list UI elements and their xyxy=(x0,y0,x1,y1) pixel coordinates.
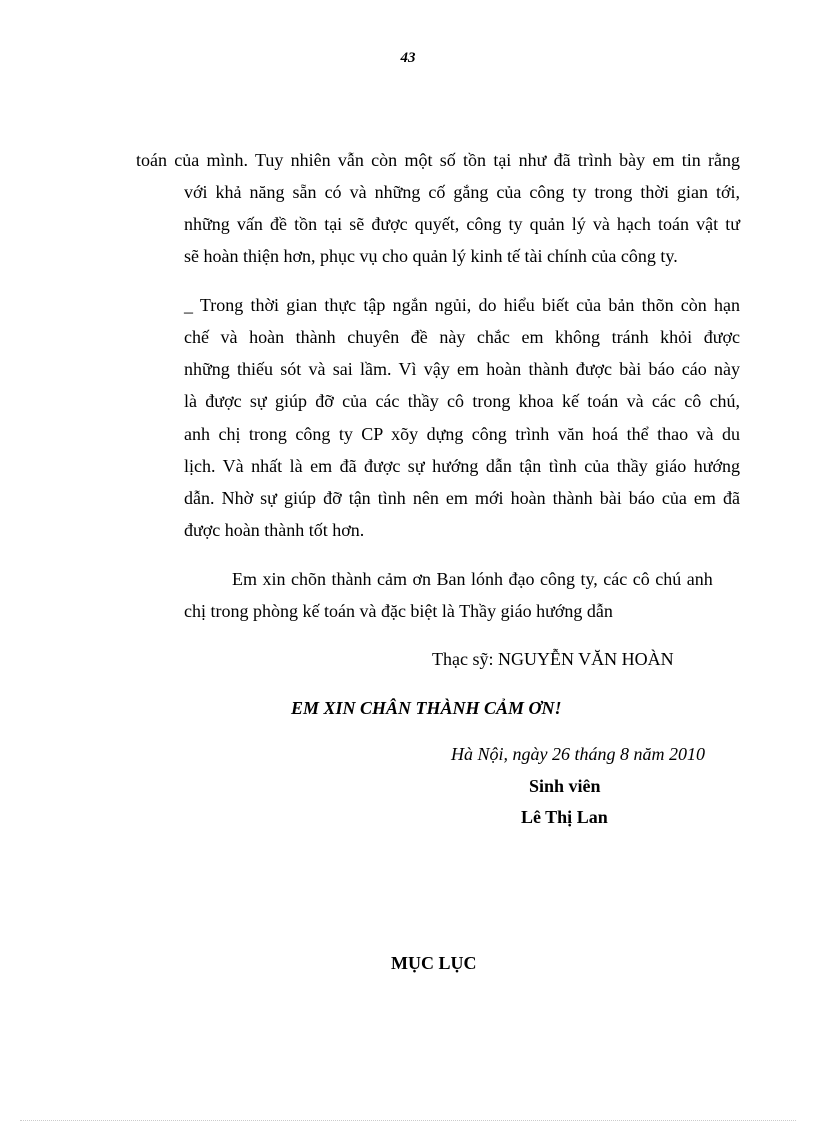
text-line: với khả năng sẵn có và những cố gắng của công ty trong thời gian tới, xyxy=(184,182,740,202)
page-number: 43 xyxy=(400,50,416,66)
text-line: những thiếu sót và sai lầm. Vì vậy em hoàn thành được bài báo cáo này xyxy=(184,359,740,379)
text-line: _ Trong thời gian thực tập ngắn ngủi, do hiểu biết của bản thõn còn hạn xyxy=(184,295,740,315)
text-line: lịch. Và nhất là em đã được sự hướng dẫn tận tình của thầy giáo hướng xyxy=(184,456,740,476)
thanks-heading: EM XIN CHÂN THÀNH CẢM ƠN! xyxy=(291,698,562,718)
text-line: Em xin chõn thành cảm ơn Ban lónh đạo công ty, các cô chú anh xyxy=(232,569,713,589)
bottom-divider xyxy=(20,1120,796,1121)
text-line: toán của mình. Tuy nhiên vẫn còn một số tồn tại như đã trình bày em tin rằng xyxy=(136,150,740,170)
text-line: sẽ hoàn thiện hơn, phục vụ cho quản lý kinh tế tài chính của công ty. xyxy=(184,246,678,266)
text-line: chị trong phòng kế toán và đặc biệt là Thầy giáo hướng dẫn xyxy=(184,601,613,621)
advisor-name: Thạc sỹ: NGUYỄN VĂN HOÀN xyxy=(432,649,674,669)
signature-name: Lê Thị Lan xyxy=(521,807,608,827)
signature-role: Sinh viên xyxy=(529,776,601,796)
text-line: được hoàn thành tốt hơn. xyxy=(184,520,365,540)
text-line: dẫn. Nhờ sự giúp đỡ tận tình nên em mới hoàn thành bài báo của em đã xyxy=(184,488,740,508)
text-line: chế và hoàn thành chuyên đề này chắc em không tránh khỏi được xyxy=(184,327,740,347)
date-line: Hà Nội, ngày 26 tháng 8 năm 2010 xyxy=(451,744,705,764)
text-line: anh chị trong công ty CP xõy dựng công trình văn hoá thể thao và du xyxy=(184,424,740,444)
text-line: là được sự giúp đỡ của các thầy cô trong khoa kế toán và các cô chú, xyxy=(184,391,740,411)
text-line: những vấn đề tồn tại sẽ được quyết, công ty quản lý và hạch toán vật tư xyxy=(184,214,740,234)
toc-heading: MỤC LỤC xyxy=(391,953,477,973)
